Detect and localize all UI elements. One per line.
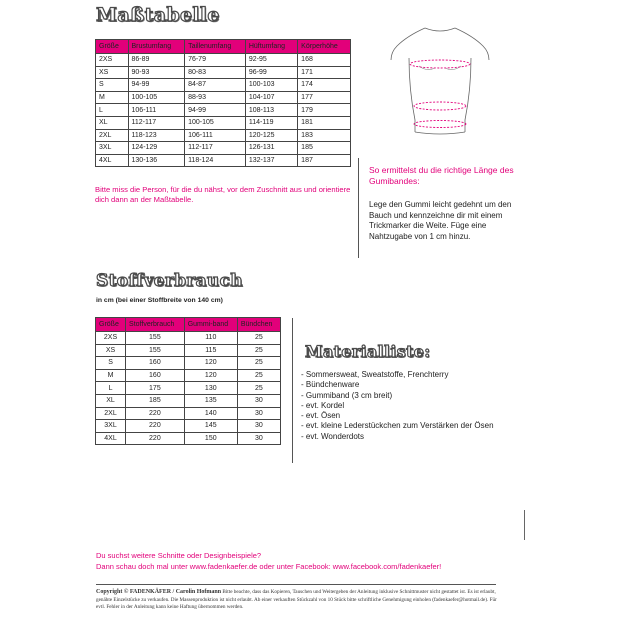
- table-cell: 80-83: [185, 66, 246, 79]
- table-cell: XL: [96, 394, 126, 407]
- column-header: Gummi-band: [184, 318, 237, 332]
- table-cell: 76-79: [185, 54, 246, 67]
- table-cell: 92-95: [245, 54, 297, 67]
- table-cell: 25: [237, 369, 280, 382]
- material-item: - evt. Kordel: [301, 401, 521, 411]
- column-header: Größe: [96, 40, 129, 54]
- size-row: [96, 54, 351, 67]
- masstabelle-heading: Maßtabelle: [96, 4, 220, 26]
- table-cell: 4XL: [96, 432, 126, 445]
- table-cell: 155: [126, 344, 185, 357]
- table-cell: 168: [298, 54, 351, 67]
- table-cell: 181: [298, 116, 351, 129]
- column-header: Bündchen: [237, 318, 280, 332]
- size-row: [96, 79, 351, 92]
- material-list: [301, 370, 521, 442]
- size-row: [96, 104, 351, 117]
- stoffverbrauch-subtitle: in cm (bei einer Stoffbreite von 140 cm): [96, 297, 223, 304]
- table-cell: 114-119: [245, 116, 297, 129]
- table-cell: 174: [298, 79, 351, 92]
- table-cell: 108-113: [245, 104, 297, 117]
- fabric-row: [96, 357, 281, 370]
- gummiband-title: So ermittelst du die richtige Länge des Gumibandes:: [369, 165, 514, 186]
- table-cell: 120: [184, 357, 237, 370]
- material-item: - evt. Ösen: [301, 411, 521, 421]
- footer-question: Du suchst weitere Schnitte oder Designbeispiele?: [96, 551, 262, 560]
- column-header: Körperhöhe: [298, 40, 351, 54]
- stoffverbrauch-heading: Stoffverbrauch: [96, 271, 243, 291]
- column-header: Hüftumfang: [245, 40, 297, 54]
- column-divider: [358, 158, 359, 258]
- material-item: - evt. kleine Lederstückchen zum Verstärken der Ösen: [301, 421, 521, 431]
- table-cell: 183: [298, 129, 351, 142]
- column-header: Stoffverbrauch: [126, 318, 185, 332]
- fabric-row: [96, 344, 281, 357]
- fabric-row: [96, 369, 281, 382]
- table-cell: 106-111: [185, 129, 246, 142]
- footer-rule: [96, 584, 496, 585]
- table-cell: 100-105: [128, 91, 185, 104]
- table-cell: 220: [126, 432, 185, 445]
- table-cell: 3XL: [96, 420, 126, 433]
- fabric-row: [96, 407, 281, 420]
- table-cell: 160: [126, 357, 185, 370]
- table-cell: 177: [298, 91, 351, 104]
- table-cell: L: [96, 382, 126, 395]
- table-cell: 220: [126, 407, 185, 420]
- table-cell: L: [96, 104, 129, 117]
- table-cell: 185: [126, 394, 185, 407]
- table-cell: 160: [126, 369, 185, 382]
- table-cell: 115: [184, 344, 237, 357]
- size-table-note: Bitte miss die Person, für die du nähst, vor dem Zuschnitt aus und orientiere dich dann an der Maßtabelle.: [95, 185, 351, 204]
- table-cell: 25: [237, 344, 280, 357]
- table-cell: 30: [237, 432, 280, 445]
- table-cell: S: [96, 357, 126, 370]
- size-row: [96, 116, 351, 129]
- fabric-table: [95, 317, 281, 445]
- table-cell: 30: [237, 394, 280, 407]
- table-cell: 84-87: [185, 79, 246, 92]
- right-edge-line: [524, 510, 525, 540]
- table-cell: 106-111: [128, 104, 185, 117]
- table-cell: 179: [298, 104, 351, 117]
- table-cell: 120: [184, 369, 237, 382]
- table-cell: 94-99: [128, 79, 185, 92]
- table-cell: 145: [184, 420, 237, 433]
- table-cell: 25: [237, 357, 280, 370]
- gummiband-text: Lege den Gummi leicht gedehnt um den Bauch und kennzeichne dir mit einem Trickmarker die Weite. Füge eine Nahtzugabe von 1 cm hinzu.: [369, 200, 512, 241]
- table-cell: 120-125: [245, 129, 297, 142]
- table-cell: 185: [298, 142, 351, 155]
- material-item: - Bündchenware: [301, 380, 521, 390]
- table-cell: 118-124: [185, 154, 246, 167]
- fabric-row: [96, 432, 281, 445]
- table-cell: 187: [298, 154, 351, 167]
- table-cell: 175: [126, 382, 185, 395]
- table-cell: 104-107: [245, 91, 297, 104]
- table-cell: XL: [96, 116, 129, 129]
- table-cell: 100-105: [185, 116, 246, 129]
- table-cell: 86-89: [128, 54, 185, 67]
- table-cell: 155: [126, 332, 185, 345]
- table-cell: XS: [96, 66, 129, 79]
- fabric-row: [96, 420, 281, 433]
- table-cell: 171: [298, 66, 351, 79]
- table-cell: 30: [237, 420, 280, 433]
- table-cell: 2XL: [96, 407, 126, 420]
- material-item: - evt. Wonderdots: [301, 432, 521, 442]
- table-cell: 2XL: [96, 129, 129, 142]
- footer-links[interactable]: Dann schau doch mal unter www.fadenkaefer.de oder unter Facebook: www.facebook.com/fadenkaefer!: [96, 562, 442, 571]
- table-cell: 25: [237, 332, 280, 345]
- table-cell: 110: [184, 332, 237, 345]
- table-cell: 25: [237, 382, 280, 395]
- column-header: Brustumfang: [128, 40, 185, 54]
- torso-measurement-illustration: [385, 20, 495, 135]
- table-cell: 30: [237, 407, 280, 420]
- table-cell: S: [96, 79, 129, 92]
- table-cell: 150: [184, 432, 237, 445]
- column-divider-2: [292, 318, 293, 463]
- table-cell: 124-129: [128, 142, 185, 155]
- copyright-owner: Copyright © FADENKÄFER / Carolin Hofmann: [96, 589, 222, 595]
- size-row: [96, 154, 351, 167]
- fabric-row: [96, 382, 281, 395]
- table-cell: 220: [126, 420, 185, 433]
- material-item: - Gummiband (3 cm breit): [301, 391, 521, 401]
- materialliste-heading: Materialliste:: [305, 342, 431, 361]
- table-cell: 96-99: [245, 66, 297, 79]
- size-row: [96, 129, 351, 142]
- table-cell: 130: [184, 382, 237, 395]
- table-cell: 130-136: [128, 154, 185, 167]
- table-cell: 4XL: [96, 154, 129, 167]
- size-table: [95, 39, 351, 167]
- table-cell: 3XL: [96, 142, 129, 155]
- table-cell: 118-123: [128, 129, 185, 142]
- table-cell: 94-99: [185, 104, 246, 117]
- table-cell: 90-93: [128, 66, 185, 79]
- table-cell: M: [96, 91, 129, 104]
- table-cell: 88-93: [185, 91, 246, 104]
- table-cell: M: [96, 369, 126, 382]
- table-cell: 112-117: [128, 116, 185, 129]
- table-cell: 135: [184, 394, 237, 407]
- table-cell: 112-117: [185, 142, 246, 155]
- material-item: - Sommersweat, Sweatstoffe, Frenchterry: [301, 370, 521, 380]
- table-cell: 2XS: [96, 332, 126, 345]
- column-header: Taillenumfang: [185, 40, 246, 54]
- copyright-text: Bitte beachte, dass das Kopieren, Tauschen und Weitergeben der Anleitung inklusive Schnittmuster nicht gestattet ist. Es ist erlaubt, genähte Einzelstücke zu verkaufen. Die Massenproduktion ist nicht erlaubt. Ab einer verkauften Stückzahl von 10 Stück bitte schriftliche Genehmigung einholen (fadenkaefer@hotmail.de). Für evtl. Fehler in der Anleitung kann keine Haftung übernommen werden.: [96, 589, 497, 610]
- table-cell: 2XS: [96, 54, 129, 67]
- size-row: [96, 91, 351, 104]
- fabric-row: [96, 332, 281, 345]
- table-cell: 100-103: [245, 79, 297, 92]
- size-row: [96, 142, 351, 155]
- table-cell: 126-131: [245, 142, 297, 155]
- table-cell: XS: [96, 344, 126, 357]
- table-cell: 132-137: [245, 154, 297, 167]
- fabric-row: [96, 394, 281, 407]
- size-row: [96, 66, 351, 79]
- column-header: Größe: [96, 318, 126, 332]
- table-cell: 140: [184, 407, 237, 420]
- copyright-block: [96, 589, 498, 612]
